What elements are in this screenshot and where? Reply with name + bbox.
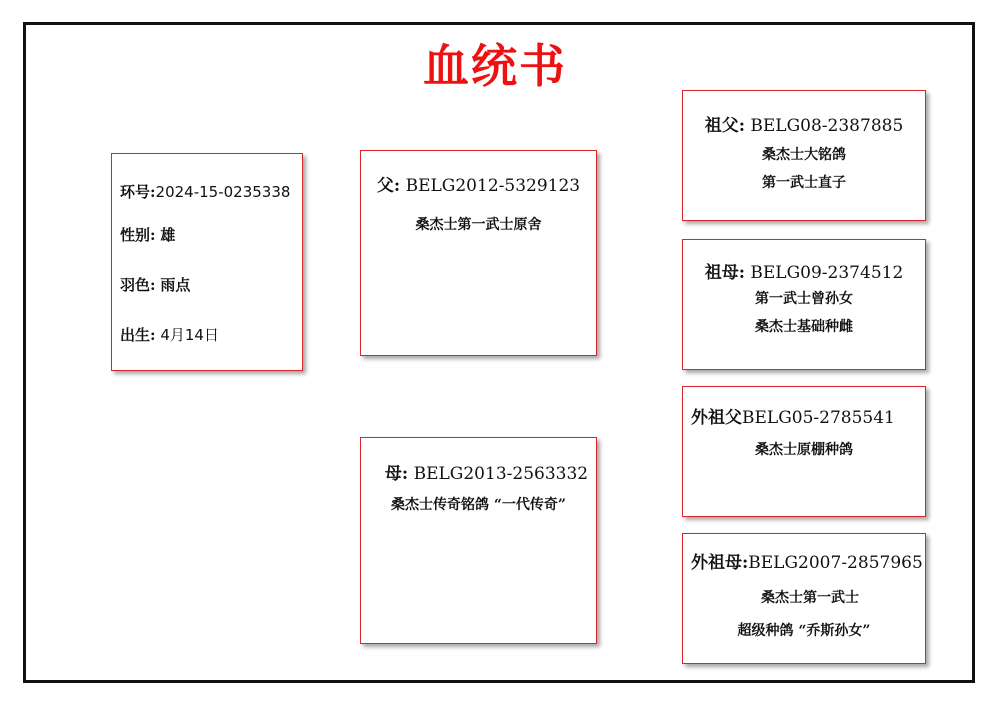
maternal-grandfather-desc: 桑杰士原棚种鸽 <box>755 442 853 458</box>
mother-desc: 桑杰士传奇铭鸽 “一代传奇” <box>391 497 566 513</box>
paternal-grandfather-desc-1: 桑杰士大铭鸽 <box>762 147 846 163</box>
paternal-grandfather-card <box>682 90 926 221</box>
maternal-grandmother-ring: BELG2007-2857965 <box>748 553 923 573</box>
paternal-grandfather-ring: BELG08-2387885 <box>750 116 904 136</box>
maternal-grandmother-heading <box>691 548 933 573</box>
paternal-grandmother-ring: BELG09-2374512 <box>750 263 904 283</box>
father-heading <box>361 171 596 196</box>
sex-label: 性别: <box>120 226 156 244</box>
birth-value: 4月14日 <box>160 326 219 344</box>
maternal-grandfather-label: 外祖父 <box>691 408 742 428</box>
father-ring: BELG2012-5329123 <box>405 176 581 196</box>
maternal-grandmother-desc-1: 桑杰士第一武士 <box>761 590 859 606</box>
paternal-grandmother-desc-1: 第一武士曾孙女 <box>755 291 853 307</box>
ring-label: 环号: <box>120 183 156 201</box>
father-desc: 桑杰士第一武士原舍 <box>415 217 542 233</box>
mother-card <box>360 437 597 644</box>
mother-ring: BELG2013-2563332 <box>413 464 589 484</box>
paternal-grandmother-heading <box>683 258 925 283</box>
page-title: 血统书 <box>423 39 567 93</box>
color-label: 羽色: <box>120 276 156 294</box>
father-label: 父: <box>376 176 401 196</box>
paternal-grandmother-card <box>682 239 926 370</box>
maternal-grandfather-card <box>682 386 926 517</box>
maternal-grandmother-desc-2: 超级种鸽 “乔斯孙女” <box>737 623 871 639</box>
sex-value: 雄 <box>160 226 176 244</box>
sex-row <box>120 224 175 245</box>
maternal-grandmother-card <box>682 533 926 664</box>
color-row <box>120 274 190 295</box>
bird-info-card <box>111 153 303 371</box>
paternal-grandmother-desc-2: 桑杰士基础种雌 <box>755 319 853 335</box>
maternal-grandmother-label: 外祖母: <box>691 553 749 573</box>
maternal-grandfather-heading <box>691 403 933 428</box>
mother-label: 母: <box>384 464 409 484</box>
father-card <box>360 150 597 356</box>
paternal-grandfather-heading <box>683 111 925 136</box>
mother-heading <box>369 459 604 484</box>
paternal-grandfather-label: 祖父: <box>704 116 745 136</box>
ring-row <box>120 181 290 202</box>
color-value: 雨点 <box>160 276 191 294</box>
paternal-grandmother-label: 祖母: <box>704 263 745 283</box>
ring-value: 2024-15-0235338 <box>155 183 291 201</box>
birth-row <box>120 324 219 345</box>
birth-label: 出生: <box>120 326 156 344</box>
paternal-grandfather-desc-2: 第一武士直子 <box>762 175 846 191</box>
maternal-grandfather-ring: BELG05-2785541 <box>742 408 895 428</box>
